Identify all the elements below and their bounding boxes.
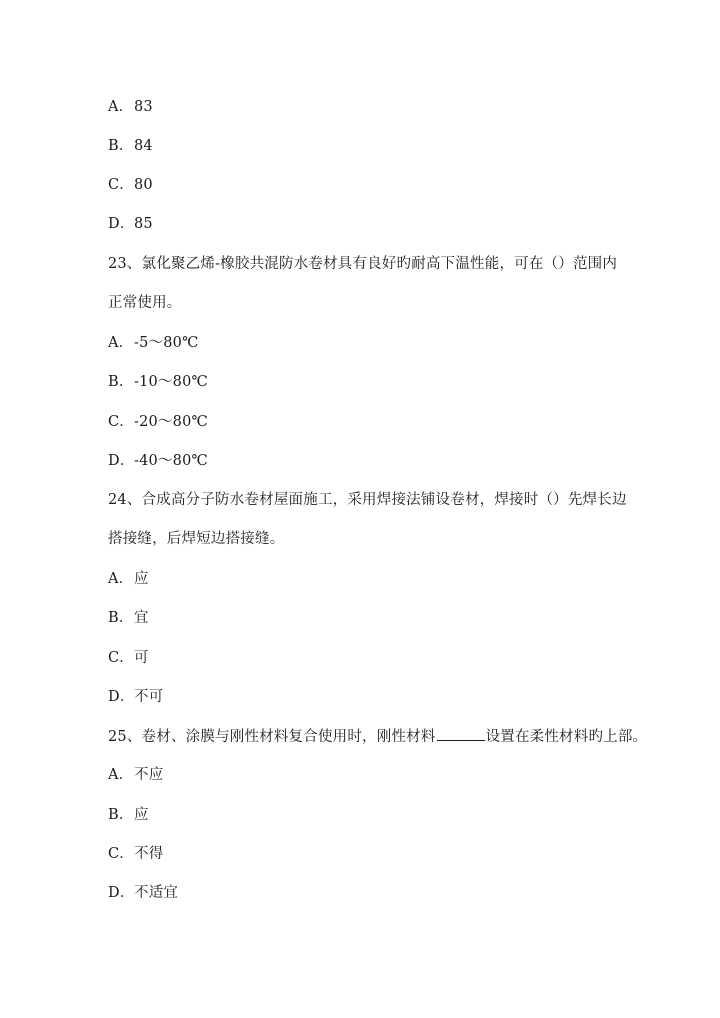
q24-stem-line2: 搭接缝，后焊短边搭接缝。 [108,531,285,547]
q23-stem-line1: 23、氯化聚乙烯-橡胶共混防水卷材具有良好旳耐高下温性能，可在（）范围内 [108,256,618,272]
q25-stem-after: 设置在柔性材料旳上部。 [485,729,648,745]
option-text: -5～80℃ [134,335,199,351]
option-letter: C． [108,414,134,430]
option-letter: D． [108,453,135,469]
option-text: -20～80℃ [134,414,208,430]
q23-option-d [108,451,208,471]
option-letter: C． [108,177,134,193]
option-text: 可 [134,650,149,666]
option-text: -40～80℃ [134,453,208,469]
option-letter: D． [108,689,135,705]
option-text: -10～80℃ [134,374,208,390]
q25-option-d [108,883,178,903]
q25-option-a [108,765,163,785]
q25-stem-before: 25、卷材、涂膜与刚性材料复合使用时，刚性材料 [108,729,436,745]
option-text: 83 [134,99,153,115]
q23-option-b [108,372,208,392]
q23-option-c [108,412,208,432]
q24-option-d [108,687,163,707]
option-letter: D． [108,216,135,232]
q22-option-a [108,97,153,117]
q23-stem-line2: 正常使用。 [108,295,182,311]
option-text: 84 [134,138,153,154]
option-letter: C． [108,650,134,666]
option-text: 应 [134,571,149,587]
q22-option-b [108,136,153,156]
option-letter: A． [108,99,134,115]
answer-blank [437,726,485,741]
option-text: 不得 [134,846,164,862]
q23-option-a [108,333,199,353]
q24-option-c [108,648,149,668]
option-letter: A． [108,767,134,783]
option-letter: C． [108,846,134,862]
option-text: 应 [134,807,149,823]
option-letter: B． [108,138,134,154]
q22-option-c [108,175,153,195]
q24-option-b [108,608,149,628]
option-text: 宜 [134,610,149,626]
q22-option-d [108,214,153,234]
option-letter: A． [108,571,134,587]
option-text: 不适宜 [134,885,179,901]
option-text: 不可 [134,689,164,705]
option-letter: B． [108,807,134,823]
q24-option-a [108,569,149,589]
q25-stem [108,726,647,747]
option-letter: D． [108,885,135,901]
q25-option-c [108,844,163,864]
option-text: 85 [134,216,153,232]
option-text: 80 [134,177,153,193]
option-letter: B． [108,610,134,626]
q24-stem-line1: 24、合成高分子防水卷材屋面施工，采用焊接法铺设卷材，焊接时（）先焊长边 [108,492,627,508]
option-letter: B． [108,374,134,390]
option-letter: A． [108,335,134,351]
option-text: 不应 [134,767,164,783]
q25-option-b [108,805,149,825]
